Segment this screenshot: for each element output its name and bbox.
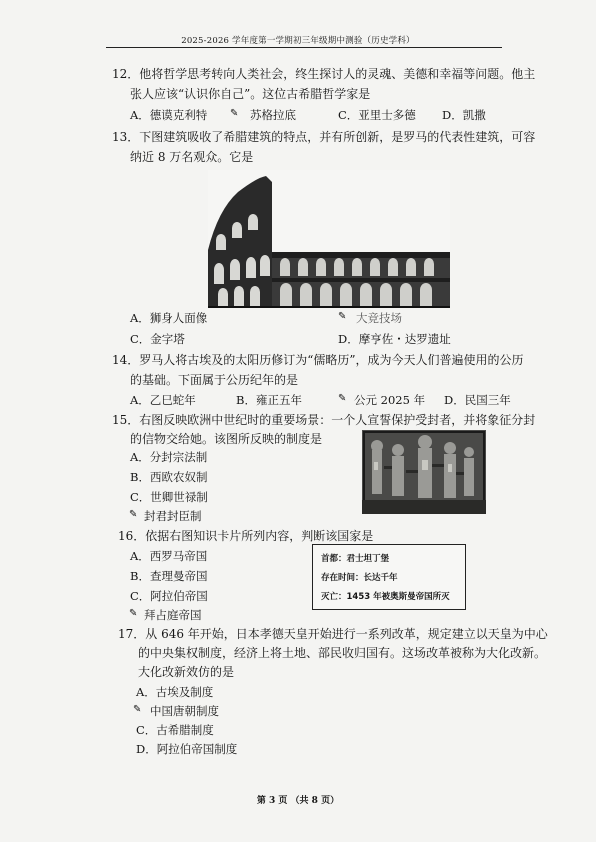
q15-option-b: B．西欧农奴制 (130, 470, 208, 484)
q17-option-d: D．阿拉伯帝国制度 (136, 742, 238, 756)
q17-option-c: C．古希腊制度 (136, 723, 214, 737)
q14-option-b: B．雍正五年 (236, 393, 302, 407)
q14-answer-mark: ✎ (338, 393, 347, 404)
q16-option-d: 拜占庭帝国 (144, 608, 202, 622)
feudal-oath-illustration (362, 430, 486, 514)
q16-option-b: B．查理曼帝国 (130, 569, 208, 583)
page-footer: 第 3 页 （共 8 页） (256, 796, 340, 806)
q13-option-a: A．狮身人面像 (130, 311, 208, 325)
q13-stem-line1: 13．下图建筑吸收了希腊建筑的特点，并有所创新，是罗马的代表性建筑，可容 (112, 130, 536, 144)
q14-stem-line2: 的基础。下面属于公历纪年的是 (130, 373, 299, 387)
q12-option-b: 苏格拉底 (250, 108, 296, 122)
q13-option-d: D．摩亨佐・达罗遗址 (338, 332, 451, 346)
q16-answer-mark: ✎ (129, 608, 138, 619)
q14-option-d: D．民国三年 (444, 393, 511, 407)
q15-option-d: 封君封臣制 (144, 509, 202, 523)
q12-answer-mark: ✎ (230, 108, 239, 119)
knowledge-card (312, 544, 466, 610)
q17-option-b: 中国唐朝制度 (150, 704, 219, 718)
colosseum-photo (208, 170, 450, 308)
q13-option-c: C．金字塔 (130, 332, 185, 346)
q13-option-b: 大竞技场 (356, 311, 402, 325)
q15-option-a: A．分封宗法制 (130, 450, 208, 464)
q14-option-c: 公元 2025 年 (354, 393, 426, 407)
q12-option-d: D．凯撒 (442, 108, 486, 122)
q12-option-a: A．德谟克利特 (130, 108, 208, 122)
q16-option-c: C．阿拉伯帝国 (130, 589, 208, 603)
q12-option-c: C．亚里士多德 (338, 108, 416, 122)
q17-stem-line2: 的中央集权制度，经济上将土地、部民收归国有。这场改革被称为大化改新。 (138, 646, 547, 660)
q12-stem-line1: 12．他将哲学思考转向人类社会，终生探讨人的灵魂、美德和幸福等问题。他主 (112, 67, 536, 81)
q14-stem-line1: 14．罗马人将古埃及的太阳历修订为“儒略历”，成为今天人们普遍使用的公历 (112, 353, 524, 367)
q13-answer-mark: ✎ (338, 311, 347, 322)
q12-stem-line2: 张人应该“认识你自己”。这位古希腊哲学家是 (130, 87, 371, 101)
q15-answer-mark: ✎ (129, 509, 138, 520)
q14-option-a: A．乙巳蛇年 (130, 393, 196, 407)
q16-stem: 16．依据右图知识卡片所列内容，判断该国家是 (118, 529, 374, 543)
q15-stem-line2: 的信物交给她。该图所反映的制度是 (130, 432, 323, 446)
q17-option-a: A．古埃及制度 (136, 685, 214, 699)
page-header: 2025-2026 学年度第一学期初三年级期中测验（历史学科） (181, 36, 415, 46)
q15-option-c: C．世卿世禄制 (130, 490, 208, 504)
q15-stem-line1: 15．右图反映欧洲中世纪时的重要场景：一个人宣誓保护受封者，并将象征分封 (112, 413, 536, 427)
q17-stem-line1: 17．从 646 年开始，日本孝德天皇开始进行一系列改革，规定建立以天皇为中心 (118, 627, 548, 641)
card-fall: 灭亡：1453 年被奥斯曼帝国所灭 (321, 592, 450, 602)
q17-answer-mark: ✎ (133, 704, 142, 715)
q13-stem-line2: 纳近 8 万名观众。它是 (130, 150, 254, 164)
card-duration: 存在时间：长达千年 (321, 573, 398, 583)
q17-stem-line3: 大化改新效仿的是 (138, 665, 235, 679)
card-capital: 首都：君士坦丁堡 (321, 554, 390, 564)
q16-option-a: A．西罗马帝国 (130, 549, 208, 563)
header-rule (106, 47, 502, 48)
